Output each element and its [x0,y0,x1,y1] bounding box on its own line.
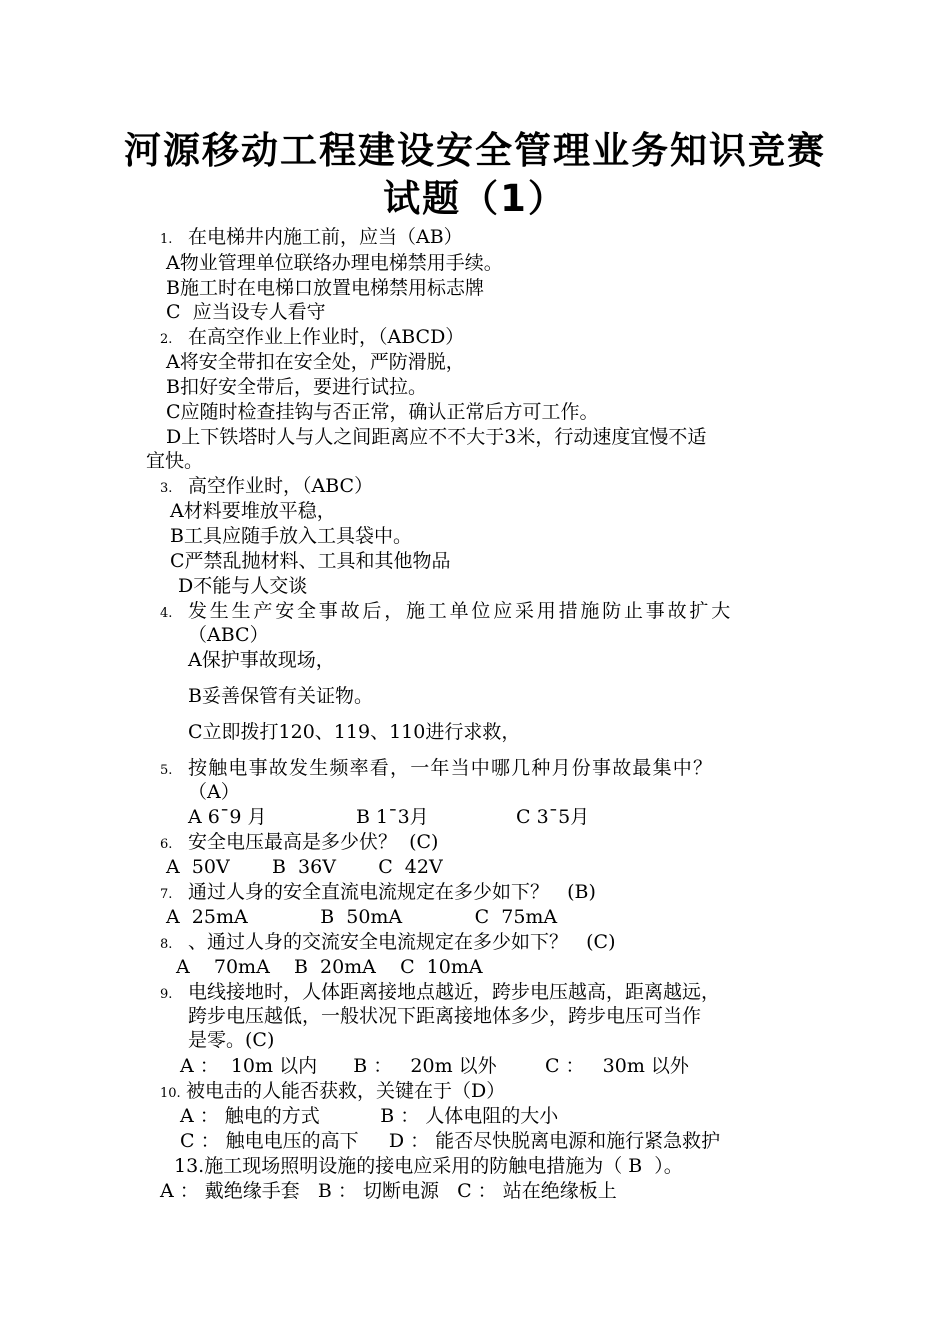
option-c: C应随时检查挂钩与否正常，确认正常后方可工作。 [166,401,599,423]
question-number: 9. [160,987,173,1002]
option-b: B妥善保管有关证物。 [188,685,373,707]
option-b: B工具应随手放入工具袋中。 [170,525,412,547]
question-2 [160,328,464,347]
question-8 [160,933,615,952]
question-number: 3. [160,481,173,496]
question-text: 、通过人身的交流安全电流规定在多少如下？ (C) [188,931,616,953]
question-number: 5. [160,763,173,778]
question-6 [160,833,438,852]
question-text: 按触电事故发生频率看，一年当中哪几种月份事故最集中？ [188,757,714,779]
option-b: B施工时在电梯口放置电梯禁用标志牌 [166,277,484,299]
options: A 70mA B 20mA C 10mA [176,956,483,978]
question-4 [160,602,733,621]
question-5-continued: （A） [188,781,240,803]
option-c: C 应当设专人看守 [166,301,326,323]
option-d: D不能与人交谈 [178,575,308,597]
question-number: 4. [160,606,173,621]
option-a: A 6¯9 月 [188,806,267,828]
question-text: 通过人身的安全直流电流规定在多少如下？ (B) [188,881,596,903]
question-9 [160,983,720,1002]
question-1 [160,228,463,247]
option-b: B扣好安全带后，要进行试拉。 [166,376,427,398]
question-text: 在电梯井内施工前，应当（AB） [188,226,463,248]
question-number: 10. [160,1086,181,1101]
question-10 [160,1082,505,1101]
option-d-continued: 宜快。 [146,450,204,472]
options: A ： 戴绝缘手套 B ： 切断电源 C ： 站在绝缘板上 [160,1180,617,1202]
question-3 [160,477,373,496]
option-c: C立即拨打120、119、110进行求救， [188,721,521,743]
option-b: B 1¯3月 [356,806,429,828]
title-line-1: 河源移动工程建设安全管理业务知识竞赛 [124,129,826,172]
option-a: A物业管理单位联络办理电梯禁用手续。 [166,252,503,274]
question-7 [160,883,596,902]
question-number: 1. [160,232,173,247]
option-a: A保护事故现场， [188,649,335,671]
question-9-continued: 跨步电压越低，一般状况下距离接地体多少，跨步电压可当作 [188,1005,702,1027]
question-9-continued: 是零。(C) [188,1029,275,1051]
option-d: D上下铁塔时人与人之间距离应不不大于3米，行动速度宜慢不适 [166,426,707,448]
options: A ： 触电的方式 B ： 人体电阻的大小 [180,1105,559,1127]
question-13: 13.施工现场照明设施的接电应采用的防触电措施为（ B ）。 [174,1155,683,1177]
question-number: 8. [160,937,173,952]
options: C ： 触电电压的高下 D ： 能否尽快脱离电源和施行紧急救护 [180,1130,721,1152]
options: A 50V B 36V C 42V [166,856,443,878]
question-text: 安全电压最高是多少伏？ (C) [188,831,439,853]
option-a: A材料要堆放平稳， [170,500,336,522]
question-text: 被电击的人能否获救，关键在于（D） [186,1080,506,1102]
option-c: C 3¯5月 [516,806,590,828]
question-text: 在高空作业上作业时，（ABCD） [188,326,465,348]
question-5 [160,759,713,778]
options: A 25mA B 50mA C 75mA [166,906,558,928]
question-text: 高空作业时，（ABC） [188,475,374,497]
question-text: 发生生产安全事故后，施工单位应采用措施防止事故扩大 [188,600,734,622]
question-4-continued: （ABC） [188,624,269,646]
question-number: 6. [160,837,173,852]
question-number: 7. [160,887,173,902]
question-number: 2. [160,332,173,347]
option-a: A将安全带扣在安全处，严防滑脱， [166,351,465,373]
option-c: C严禁乱抛材料、工具和其他物品 [170,550,451,572]
options: A ： 10m 以内 B ： 20m 以外 C ： 30m 以外 [180,1055,689,1077]
title-line-2: 试题（1） [383,177,567,220]
question-text: 电线接地时，人体距离接地点越近，跨步电压越高，距离越远， [188,981,721,1003]
